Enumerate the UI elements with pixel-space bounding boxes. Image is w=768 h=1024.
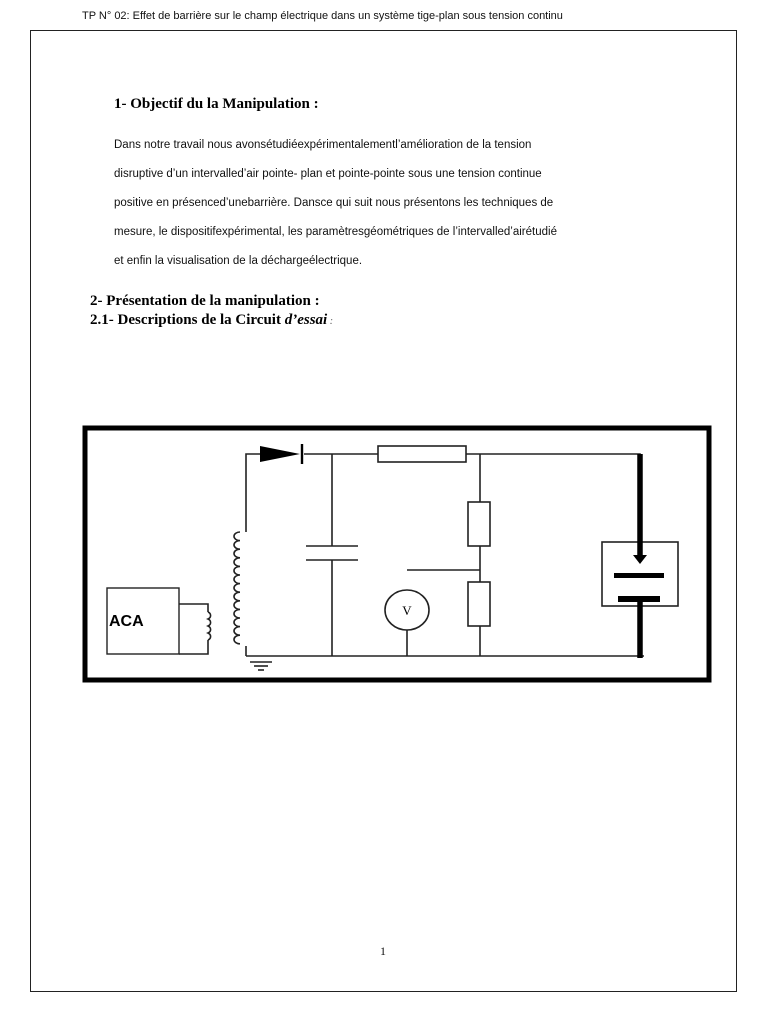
secondary-coil [234,532,240,644]
paragraph-line: Dans notre travail nous avonsétudiéexpérimentalementl’amélioration de la tension [114,139,532,151]
test-circuit-diagram [82,424,716,684]
page-header: TP N° 02: Effet de barrière sur le champ électrique dans un système tige-plan sous tension continu [82,10,563,22]
electrode-tip [633,555,647,564]
primary-wire-top [179,604,208,612]
secondary-wire-top [246,454,260,532]
primary-wire-bottom [179,640,208,654]
barrier-plate [614,573,664,578]
divider-resistor-lower [468,582,490,626]
subheading-colon: : [327,316,334,327]
paragraph-line: et enfin la visualisation de la déchargeélectrique. [114,255,363,267]
top-rail-right [466,454,640,458]
primary-coil [208,612,211,640]
paragraph-line: positive en présenced’unebarrière. Dansce qui suit nous présentons les techniques de [114,197,554,209]
subheading-prefix: 2.1- Descriptions de la Circuit [90,312,285,328]
series-resistor [378,446,466,462]
voltmeter-label: V [402,603,412,618]
ground-plate [618,596,660,602]
aca-label: ACA [109,613,144,630]
subheading-italic: d’essai [284,312,328,328]
section-1-paragraph [114,133,674,278]
section-2-1-heading [90,311,333,331]
section-2-heading: 2- Présentation de la manipulation : [90,293,320,309]
page-number: 1 [380,944,386,958]
section-1-heading: 1- Objectif du la Manipulation : [114,96,319,112]
paragraph-line: disruptive d’un intervalled’air pointe- plan et pointe-pointe sous une tension continue [114,168,542,180]
section-2-headings [90,292,333,331]
diode-symbol [260,446,300,462]
paragraph-line: mesure, le dispositifexpérimental, les paramètresgéométriques de l’intervalled’airétudié [114,226,557,238]
divider-resistor-upper [468,502,490,546]
